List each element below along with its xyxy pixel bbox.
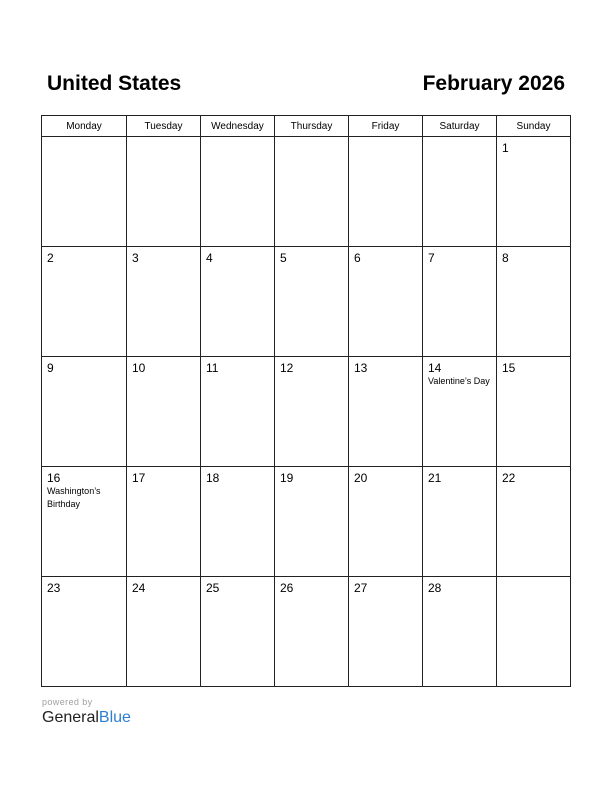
- generalblue-logo: [42, 708, 131, 728]
- week-row: [42, 137, 571, 247]
- day-cell: [497, 357, 571, 467]
- powered-by-text: powered by: [42, 697, 93, 707]
- day-number: 10: [132, 361, 146, 375]
- day-cell: [275, 577, 349, 687]
- day-cell: [275, 137, 349, 247]
- calendar-body: [42, 137, 571, 687]
- day-number: 2: [47, 251, 54, 265]
- day-cell: [201, 137, 275, 247]
- day-number: 22: [502, 471, 516, 485]
- month-title: February 2026: [422, 72, 565, 95]
- day-cell: [127, 357, 201, 467]
- day-number: 9: [47, 361, 54, 375]
- day-number: 18: [206, 471, 220, 485]
- day-number: 16: [47, 471, 61, 485]
- day-number: 25: [206, 581, 220, 595]
- day-number: 11: [206, 361, 219, 375]
- weekday-header-thursday: Thursday: [275, 116, 349, 137]
- brand-general-text: General: [42, 709, 99, 726]
- day-number: 27: [354, 581, 368, 595]
- week-row: [42, 577, 571, 687]
- day-number: 3: [132, 251, 139, 265]
- day-cell: [42, 467, 127, 577]
- day-cell: [127, 467, 201, 577]
- day-cell: [42, 577, 127, 687]
- holiday-label: Washington’s Birthday: [47, 486, 101, 509]
- day-cell: [497, 137, 571, 247]
- holiday-label: Valentine’s Day: [428, 376, 490, 386]
- day-number: 8: [502, 251, 509, 265]
- day-number: 26: [280, 581, 294, 595]
- day-number: 15: [502, 361, 516, 375]
- day-cell: [349, 137, 423, 247]
- day-cell: [127, 137, 201, 247]
- day-cell: [349, 577, 423, 687]
- day-number: 17: [132, 471, 146, 485]
- day-number: 7: [428, 251, 435, 265]
- day-cell: [42, 357, 127, 467]
- weekday-header-sunday: Sunday: [497, 116, 571, 137]
- day-number: 23: [47, 581, 61, 595]
- day-cell: [497, 247, 571, 357]
- day-cell: [275, 467, 349, 577]
- day-number: 24: [132, 581, 146, 595]
- day-cell: [127, 247, 201, 357]
- day-cell: [201, 247, 275, 357]
- weekday-header-monday: Monday: [42, 116, 127, 137]
- day-cell: [349, 467, 423, 577]
- day-cell: [423, 247, 497, 357]
- day-cell: [127, 577, 201, 687]
- day-cell: [275, 247, 349, 357]
- day-cell: [497, 467, 571, 577]
- day-cell: [349, 357, 423, 467]
- day-number: 19: [280, 471, 294, 485]
- weekday-header-tuesday: Tuesday: [127, 116, 201, 137]
- weekday-header-saturday: Saturday: [423, 116, 497, 137]
- day-number: 14: [428, 361, 442, 375]
- day-number: 21: [428, 471, 442, 485]
- day-cell: [201, 467, 275, 577]
- day-number: 13: [354, 361, 368, 375]
- day-cell: [423, 137, 497, 247]
- day-cell: [423, 577, 497, 687]
- weekday-header-friday: Friday: [349, 116, 423, 137]
- week-row: [42, 247, 571, 357]
- week-row: [42, 467, 571, 577]
- day-number: 5: [280, 251, 287, 265]
- day-number: 6: [354, 251, 361, 265]
- calendar-grid: [41, 115, 571, 687]
- day-cell: [423, 467, 497, 577]
- day-number: 1: [502, 141, 509, 155]
- day-cell: [201, 577, 275, 687]
- brand-blue-text: Blue: [98, 709, 131, 726]
- day-cell: [42, 137, 127, 247]
- day-cell: [423, 357, 497, 467]
- day-cell: [497, 577, 571, 687]
- country-title: United States: [47, 72, 182, 95]
- day-cell: [201, 357, 275, 467]
- day-number: 4: [206, 251, 213, 265]
- weekday-header-wednesday: Wednesday: [201, 116, 275, 137]
- day-number: 12: [280, 361, 294, 375]
- week-row: [42, 357, 571, 467]
- day-number: 28: [428, 581, 442, 595]
- weekday-header-row: [42, 116, 571, 137]
- footer: [42, 696, 131, 728]
- day-cell: [42, 247, 127, 357]
- day-cell: [275, 357, 349, 467]
- day-number: 20: [354, 471, 368, 485]
- day-cell: [349, 247, 423, 357]
